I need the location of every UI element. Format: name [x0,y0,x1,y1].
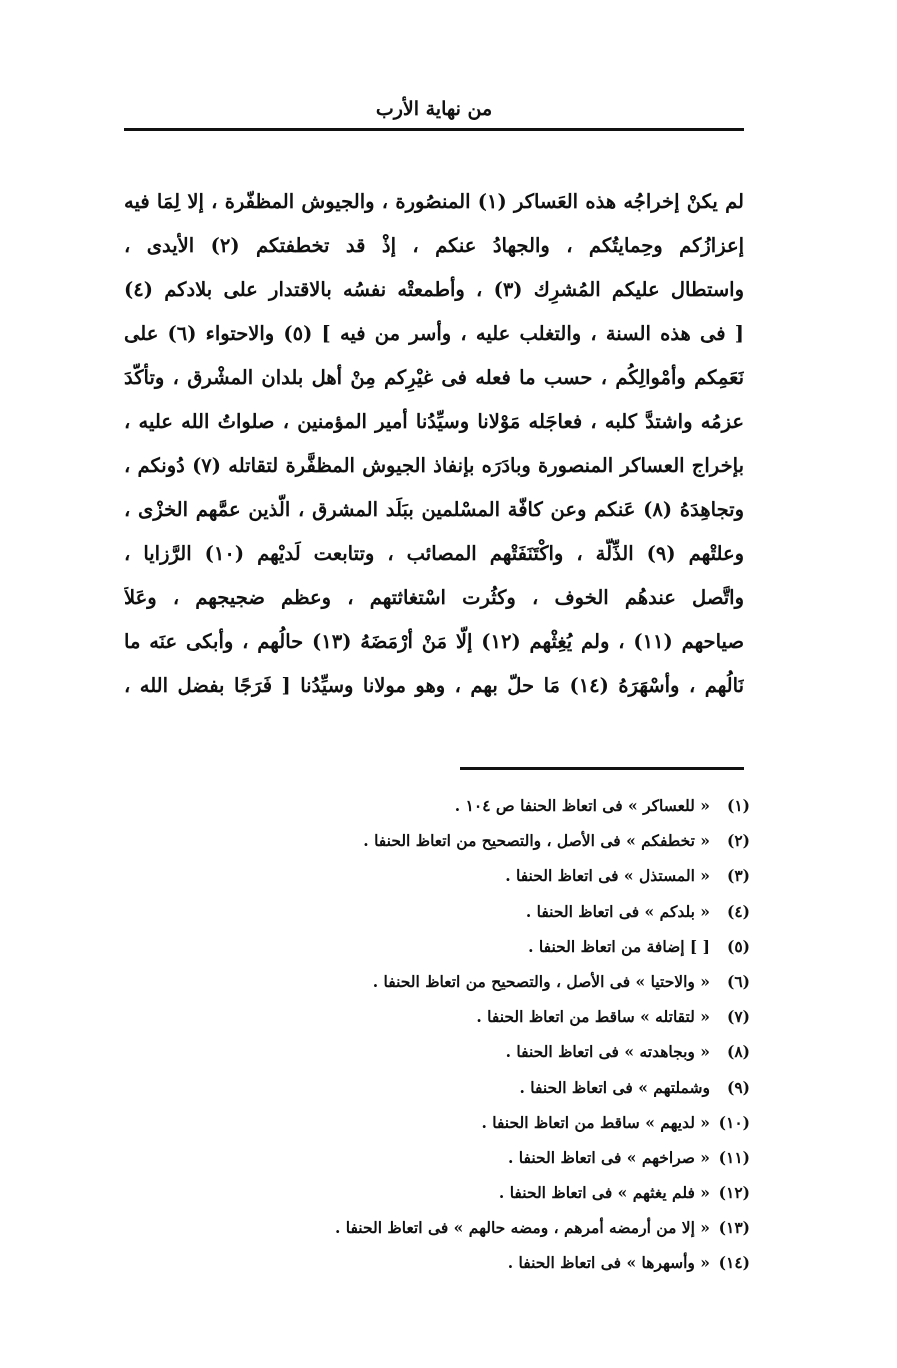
footnote [124,1105,750,1140]
footnote-text: « وبجاهدته » فى اتعاظ الحنفا . [505,1042,710,1062]
text-line: بإخراج العساكر المنصورة وبادَرَه بإنفاذ الجيوش المظفَّرة لتقاتله (٧) دُونكم ، [124,454,744,477]
footnote [124,1070,750,1105]
footnote [124,788,750,823]
footnote [124,858,750,893]
text-line: واستطال عليكم المُشرِك (٣) ، وأطمعتْه نفسُه بالاقتدار على بلادكم (٤) [124,278,744,301]
footnote-text: وشملتهم » فى اتعاظ الحنفا . [519,1077,710,1097]
footnote-text: « والاحتيا » فى الأصل ، والتصحيح من اتعاظ الحنفا . [372,971,710,991]
main-text [124,180,744,708]
footnote [124,999,750,1034]
footnote-number: (٧) [726,1007,750,1027]
footnote-number: (١١) [718,1147,750,1167]
text-line: صياحهم (١١) ، ولم يُغِثْهم (١٢) إلّا مَنْ أرْمَضَهُ (١٣) حالُهم ، وأبكى عنَه ما [124,630,744,653]
text-line: نَعَمِكم وأمْوالِكُم ، حسب ما فعله فى غيْرِكم مِنْ أهل بلدان المشْرق ، وتأكّدَ [124,366,744,389]
footnote [124,1034,750,1069]
footnote-number: (٨) [726,1042,750,1062]
text-line: عزمُه واشتدَّ كلبه ، فعاجَله مَوْلانا وسيِّدُنا أمير المؤمنين ، صلواتُ الله عليه ، [124,410,744,433]
running-head: من نهاية الأرب [375,98,493,120]
footnote-text: « لتقاتله » ساقط من اتعاظ الحنفا . [476,1007,710,1027]
footnote-text: [ ] إضافة من اتعاظ الحنفا . [528,936,710,956]
text-line: إعزازُكم وحِمايتُكم ، والجهادُ عنكم ، إذْ قد تخطفتكم (٢) الأيدى ، [124,234,744,257]
footnote-text: « تخطفكم » فى الأصل ، والتصحيح من اتعاظ الحنفا . [363,831,710,851]
footnote-text: « صراخهم » فى اتعاظ الحنفا . [508,1147,710,1167]
footnote-number: (١) [726,796,750,815]
text-line: واتَّصل عندهُم الخوف ، وكثُرت اسْتغاثتهم ، وعظم ضجيجهم ، وعَلاَ [124,586,744,609]
footnote-text: « المستذل » فى اتعاظ الحنفا . [505,866,710,886]
text-line: لم يكنْ إخراجُه هذه العَساكر (١) المنصُورة ، والجيوش المظفّرة ، إلا لِمَا فيه [124,190,744,213]
footnote-text: « إلا من أرمضه أمرهم ، ومضه حالهم » فى اتعاظ الحنفا . [334,1218,710,1238]
footnote-number: (٩) [726,1077,750,1097]
footnote-number: (٣) [726,866,750,886]
footnote-number: (٦) [726,971,750,991]
footnote [124,894,750,929]
footnote-number: (١٣) [718,1218,750,1238]
text-line: وتجاهِدَهُ (٨) عَنكم وعن كافّة المسْلمين ببَلَد المشرق ، الّذين عمَّهم الخزْى ، [124,498,744,521]
footnote-number: (٢) [726,831,750,851]
text-line: [ فى هذه السنة ، والتغلب عليه ، وأسر من فيه ] (٥) والاحتواء (٦) على [124,322,744,345]
footnote-number: (٥) [726,936,750,956]
footnote-number: (٤) [726,901,750,921]
footnote [124,964,750,999]
footnote [124,823,750,858]
footnote-text: « وأسهرها » فى اتعاظ الحنفا . [507,1253,710,1273]
footnote [124,1175,750,1210]
footnote [124,1210,750,1245]
footnote-text: « فلم يغثهم » فى اتعاظ الحنفا . [498,1183,710,1203]
footnote-separator [460,767,744,770]
footnote [124,929,750,964]
footnote-text: « للعساكر » فى اتعاظ الحنفا ص ١٠٤ . [454,796,710,815]
text-line: نَالُهم ، وأسْهَرَهُ (١٤) مَا حلّ بهم ، وهو مولانا وسيِّدُنا [ فَرَجًا بفضل الله ، [124,674,744,697]
footnote-number: (١٠) [718,1112,750,1132]
footnote-number: (١٢) [718,1183,750,1203]
footnote-text: « بلدكم » فى اتعاظ الحنفا . [525,901,710,921]
footnote-text: « لديهم » ساقط من اتعاظ الحنفا . [481,1112,710,1132]
footnote [124,1140,750,1175]
text-line: وعلتْهم (٩) الذِّلّة ، واكْتَنَفَتْهم المصائب ، وتتابعت لَديْهم (١٠) الرَّزايا ، [124,542,744,565]
footnote [124,1245,750,1280]
footnote-number: (١٤) [718,1253,750,1273]
header-rule [124,128,744,131]
footnotes-list [124,788,750,1281]
